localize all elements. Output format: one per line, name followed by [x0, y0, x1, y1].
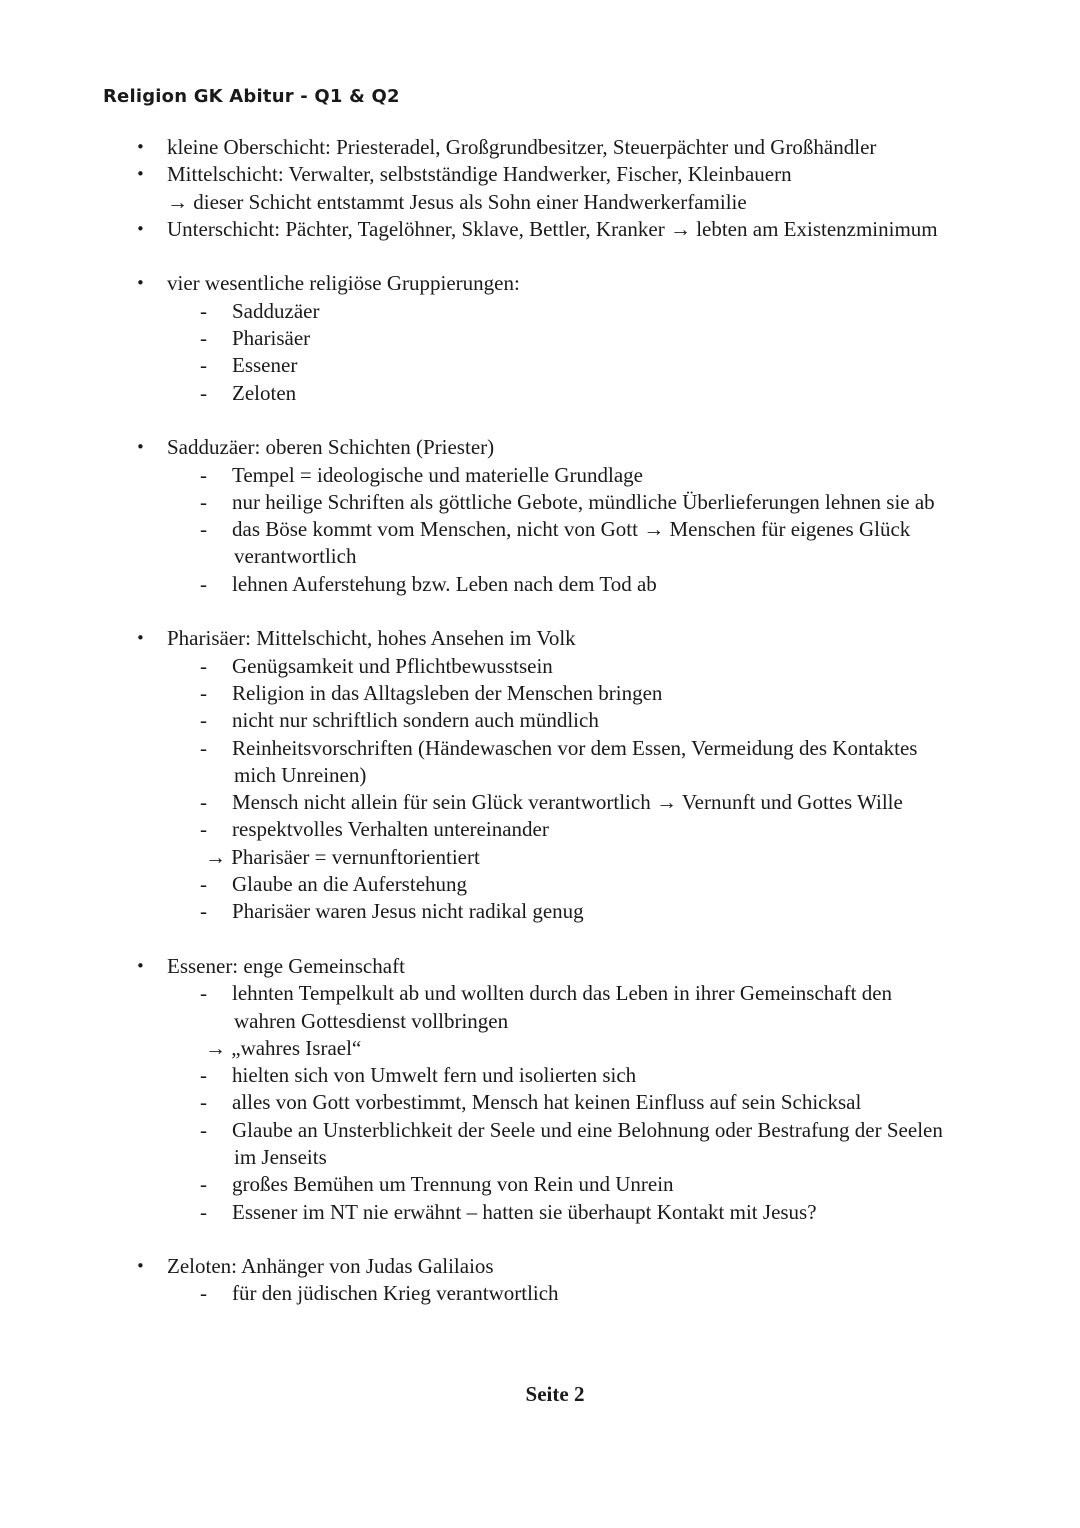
- sub-item: [0, 380, 1080, 407]
- arrow-note: [0, 844, 1080, 871]
- sub-item-text: verantwortlich: [234, 544, 357, 569]
- list-item: [0, 953, 1080, 980]
- sub-item: [0, 1117, 1080, 1144]
- sub-item-text: im Jenseits: [234, 1144, 327, 1169]
- sub-item: [0, 325, 1080, 352]
- dash-marker: -: [200, 380, 207, 405]
- sub-item-text: großes Bemühen um Trennung von Rein und Unrein: [232, 1172, 674, 1197]
- sub-item-text: Glaube an die Auferstehung: [232, 872, 468, 897]
- sub-item-text: Zeloten: [232, 380, 297, 405]
- dash-marker: -: [200, 680, 207, 705]
- list-item-text: Unterschicht: Pächter, Tagelöhner, Sklave, Bettler, Kranker → lebten am Existenzminimum: [167, 216, 938, 241]
- sub-item: [0, 1171, 1080, 1198]
- sub-item-text: Pharisäer waren Jesus nicht radikal genug: [232, 899, 584, 924]
- dash-marker: -: [200, 708, 207, 733]
- sub-item: [0, 1199, 1080, 1226]
- list-item-text: Sadduzäer: oberen Schichten (Priester): [167, 435, 495, 460]
- sub-item-text: nur heilige Schriften als göttliche Gebote, mündliche Überlieferungen lehnen sie ab: [232, 489, 935, 514]
- sub-item-text: hielten sich von Umwelt fern und isolierten sich: [232, 1063, 637, 1088]
- sub-item: [0, 653, 1080, 680]
- list-item-text: Essener: enge Gemeinschaft: [167, 953, 405, 978]
- sub-item: [0, 1280, 1080, 1307]
- dash-marker: -: [200, 1172, 207, 1197]
- dash-marker: -: [200, 1199, 207, 1224]
- arrow-note: [0, 189, 1080, 216]
- sub-item-text: Pharisäer: [232, 326, 311, 351]
- sub-item-text: Sadduzäer: [232, 298, 320, 323]
- dash-marker: -: [200, 1281, 207, 1306]
- list-item: [0, 216, 1080, 243]
- sub-item: [0, 298, 1080, 325]
- sub-item-text: Reinheitsvorschriften (Händewaschen vor dem Essen, Vermeidung des Kontaktes: [232, 735, 918, 760]
- dash-marker: -: [200, 1063, 207, 1088]
- dash-marker: -: [200, 899, 207, 924]
- dash-marker: -: [200, 517, 207, 542]
- sub-item-text: Essener im NT nie erwähnt – hatten sie überhaupt Kontakt mit Jesus?: [232, 1199, 817, 1224]
- sub-item: [0, 516, 1080, 543]
- sub-item: [0, 489, 1080, 516]
- list-item: [0, 625, 1080, 652]
- dash-marker: -: [200, 790, 207, 815]
- list-item: [0, 161, 1080, 188]
- dash-marker: -: [200, 462, 207, 487]
- sub-item-text: lehnen Auferstehung bzw. Leben nach dem Tod ab: [232, 571, 657, 596]
- sub-item: [0, 571, 1080, 598]
- sub-item-text: für den jüdischen Krieg verantwortlich: [232, 1281, 559, 1306]
- sub-item: [0, 1089, 1080, 1116]
- sub-item: [0, 898, 1080, 925]
- sub-item: [0, 352, 1080, 379]
- sub-item: [0, 980, 1080, 1007]
- sub-item-text: lehnten Tempelkult ab und wollten durch das Leben in ihrer Gemeinschaft den: [232, 981, 893, 1006]
- sub-item-text: Glaube an Unsterblichkeit der Seele und eine Belohnung oder Bestrafung der Seelen: [232, 1117, 943, 1142]
- bullet-icon: •: [136, 219, 145, 238]
- dash-marker: -: [200, 1090, 207, 1115]
- list-item: [0, 1253, 1080, 1280]
- dash-marker: -: [200, 817, 207, 842]
- dash-marker: -: [200, 298, 207, 323]
- sub-item: [0, 816, 1080, 843]
- dash-marker: -: [200, 571, 207, 596]
- list-item-text: Mittelschicht: Verwalter, selbstständige Handwerker, Fischer, Kleinbauern: [167, 162, 792, 187]
- arrow-note-text: → „wahres Israel“: [205, 1035, 362, 1060]
- sub-item-text: das Böse kommt vom Menschen, nicht von Gott → Menschen für eigenes Glück: [232, 517, 911, 542]
- arrow-note: [0, 1035, 1080, 1062]
- dash-marker: -: [200, 981, 207, 1006]
- list-item-text: vier wesentliche religiöse Gruppierungen:: [167, 271, 520, 296]
- arrow-note-text: → Pharisäer = vernunftorientiert: [205, 844, 480, 869]
- sub-item-continuation: [0, 1008, 1080, 1035]
- sub-item-text: nicht nur schriftlich sondern auch mündlich: [232, 708, 599, 733]
- bullet-icon: •: [136, 629, 145, 648]
- sub-item-text: Mensch nicht allein für sein Glück verantwortlich → Vernunft und Gottes Wille: [232, 790, 903, 815]
- sub-item: [0, 1062, 1080, 1089]
- dash-marker: -: [200, 1117, 207, 1142]
- dash-marker: -: [200, 872, 207, 897]
- sub-item-continuation: [0, 543, 1080, 570]
- dash-marker: -: [200, 489, 207, 514]
- bullet-icon: •: [136, 1257, 145, 1276]
- sub-item-text: Religion in das Alltagsleben der Menschen bringen: [232, 680, 663, 705]
- dash-marker: -: [200, 353, 207, 378]
- sub-item: [0, 462, 1080, 489]
- list-item: [0, 434, 1080, 461]
- dash-marker: -: [200, 326, 207, 351]
- list-item-text: kleine Oberschicht: Priesteradel, Großgrundbesitzer, Steuerpächter und Großhändler: [167, 135, 877, 159]
- sub-item: [0, 680, 1080, 707]
- sub-item: [0, 789, 1080, 816]
- page-number: Seite 2: [525, 1382, 585, 1406]
- bullet-icon: •: [136, 138, 145, 156]
- bullet-icon: •: [136, 438, 145, 457]
- bullet-icon: •: [136, 274, 145, 293]
- notes-body: [0, 134, 1080, 1308]
- document-title: Religion GK Abitur - Q1 & Q2: [103, 86, 400, 107]
- dash-marker: -: [200, 735, 207, 760]
- sub-item-text: Genügsamkeit und Pflichtbewusstsein: [232, 653, 553, 678]
- sub-item-continuation: [0, 762, 1080, 789]
- list-item: [0, 270, 1080, 297]
- sub-item: [0, 871, 1080, 898]
- sub-item-text: wahren Gottesdienst vollbringen: [234, 1008, 509, 1033]
- sub-item-text: mich Unreinen): [234, 762, 367, 787]
- sub-item-text: alles von Gott vorbestimmt, Mensch hat keinen Einfluss auf sein Schicksal: [232, 1090, 862, 1115]
- bullet-icon: •: [136, 165, 145, 184]
- sub-item-text: respektvolles Verhalten untereinander: [232, 817, 549, 842]
- sub-item-text: Essener: [232, 353, 298, 378]
- sub-item-text: Tempel = ideologische und materielle Grundlage: [232, 462, 643, 487]
- dash-marker: -: [200, 653, 207, 678]
- list-item-text: Zeloten: Anhänger von Judas Galilaios: [167, 1254, 494, 1279]
- sub-item-continuation: [0, 1144, 1080, 1171]
- sub-item: [0, 707, 1080, 734]
- sub-item: [0, 735, 1080, 762]
- arrow-note-text: → dieser Schicht entstammt Jesus als Sohn einer Handwerkerfamilie: [167, 189, 747, 214]
- list-item: [0, 134, 1080, 161]
- list-item-text: Pharisäer: Mittelschicht, hohes Ansehen im Volk: [167, 626, 576, 651]
- bullet-icon: •: [136, 956, 145, 975]
